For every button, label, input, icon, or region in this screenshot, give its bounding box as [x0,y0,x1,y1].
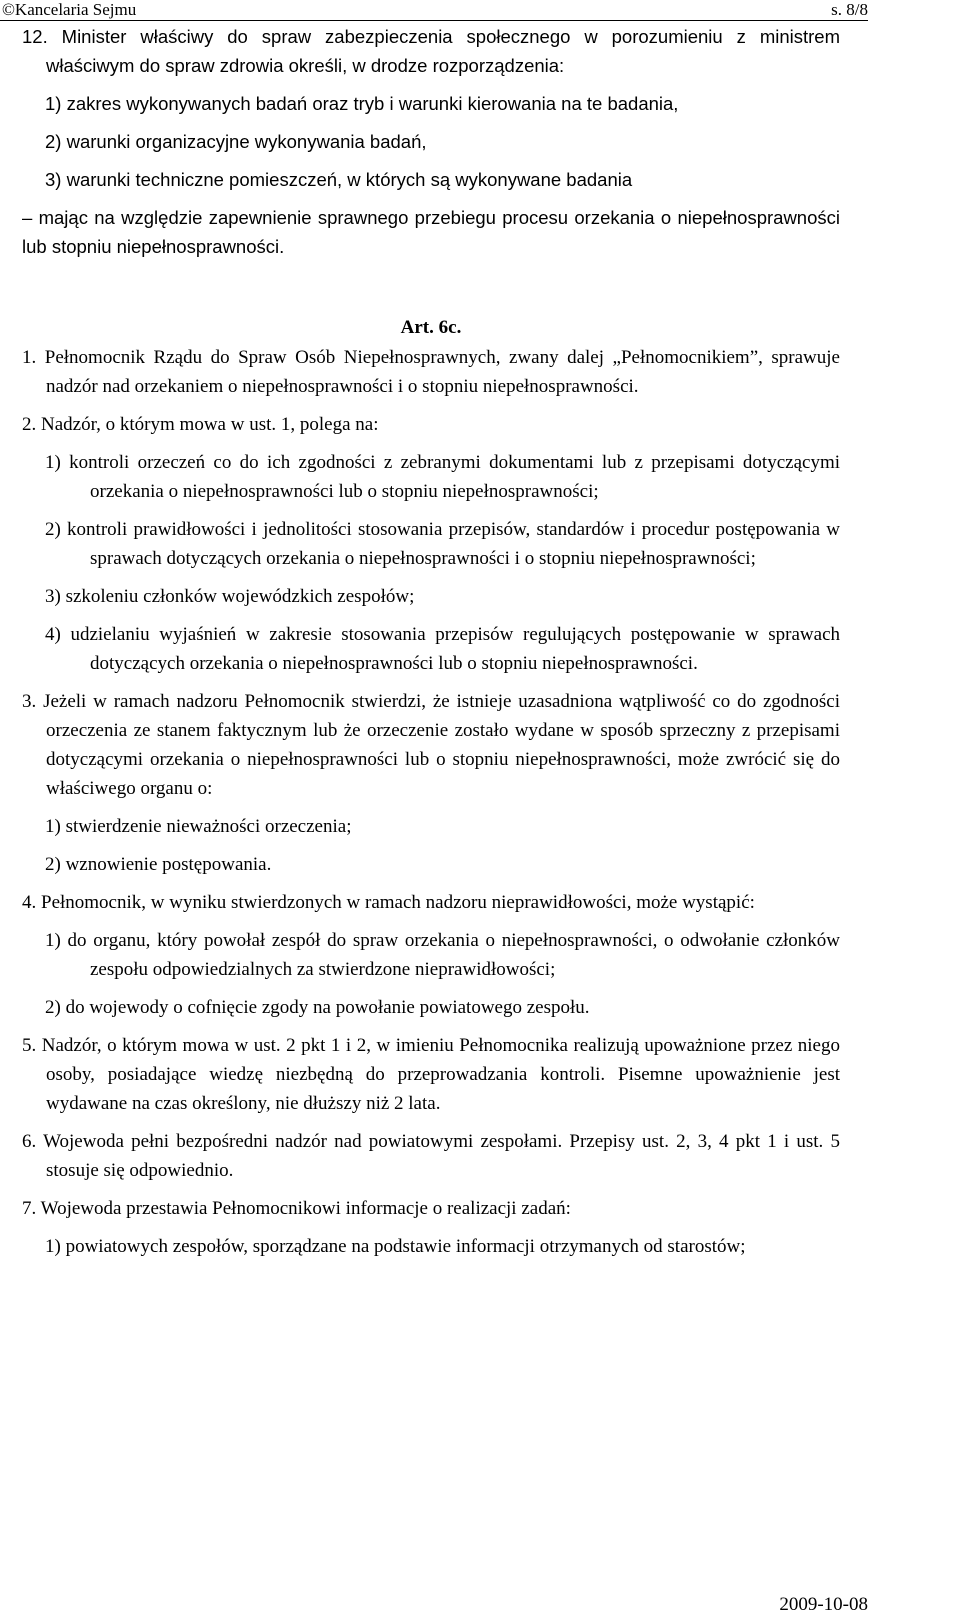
ust2-item-4: 4) udzielaniu wyjaśnień w zakresie stosowania przepisów regulujących postępowanie w sprawach dotyczących orzekania o niepełnosprawności lub o stopniu niepełnosprawności. [45,624,840,674]
ust3-item-1: 1) stwierdzenie nieważności orzeczenia; [45,816,352,837]
art-ust-3: 3. Jeżeli w ramach nadzoru Pełnomocnik stwierdzi, że istnieje uzasadniona wątpliwość co do zgodności orzeczenia ze stanem faktycznym lub że orzeczenie zostało wydane w sposób sprzeczny z przepisami dotyczącymi orzekania o niepełnosprawności lub o stopniu niepełnosprawności, może zwrócić się do właściwego organu o: [22,691,840,799]
article-title: Art. 6c. [400,317,462,338]
ust7-item-1: 1) powiatowych zespołów, sporządzane na podstawie informacji otrzymanych od starostów; [45,1236,746,1257]
ust2-item-2: 2) kontroli prawidłowości i jednolitości stosowania przepisów, standardów i procedur postępowania w sprawach dotyczących orzekania o niepełnosprawności i o stopniu niepełnosprawności; [45,519,840,569]
p12-item-1: 1) zakres wykonywanych badań oraz tryb i warunki kierowania na te badania, [45,93,679,114]
header-page-number: s. 8/8 [831,0,868,19]
p12-closing-dash: – mając na względzie zapewnienie sprawnego przebiegu procesu orzekania o niepełnosprawności lub stopniu niepełnosprawności. [22,207,840,257]
ust2-item-1: 1) kontroli orzeczeń co do ich zgodności z zebranymi dokumentami lub z przepisami dotyczącymi orzekania o niepełnosprawności lub o stopniu niepełnosprawności; [45,452,840,502]
document-body [22,22,840,1261]
art-ust-1: 1. Pełnomocnik Rządu do Spraw Osób Niepełnosprawnych, zwany dalej „Pełnomocnikiem”, sprawuje nadzór nad orzekaniem o niepełnosprawności i o stopniu niepełnosprawności. [22,347,840,397]
art-ust-4: 4. Pełnomocnik, w wyniku stwierdzonych w ramach nadzoru nieprawidłowości, może wystąpić: [22,892,755,913]
ust4-item-2: 2) do wojewody o cofnięcie zgody na powołanie powiatowego zespołu. [45,997,590,1018]
ust4-item-1: 1) do organu, który powołał zespół do spraw orzekania o niepełnosprawności, o odwołanie członków zespołu odpowiedzialnych za stwierdzone nieprawidłowości; [45,930,840,980]
art-ust-7: 7. Wojewoda przestawia Pełnomocnikowi informacje o realizacji zadań: [22,1198,571,1219]
p12-item-2: 2) warunki organizacyjne wykonywania badań, [45,131,427,152]
ust3-item-2: 2) wznowienie postępowania. [45,854,272,875]
art-ust-5: 5. Nadzór, o którym mowa w ust. 2 pkt 1 i 2, w imieniu Pełnomocnika realizują upoważnione przez niego osoby, posiadające wiedzę niezbędną do przeprowadzania kontroli. Pisemne upoważnienie jest wydawane na czas określony, nie dłuższy niż 2 lata. [22,1035,840,1114]
section-12 [22,22,840,261]
footer-date: 2009-10-08 [779,1594,868,1615]
header-rule [0,20,868,21]
art-ust-2: 2. Nadzór, o którym mowa w ust. 1, polega na: [22,414,379,435]
p12-item-3: 3) warunki techniczne pomieszczeń, w których są wykonywane badania [45,169,633,190]
art-ust-6: 6. Wojewoda pełni bezpośredni nadzór nad powiatowymi zespołami. Przepisy ust. 2, 3, 4 pkt 1 i ust. 5 stosuje się odpowiednio. [22,1131,840,1181]
header-source: ©Kancelaria Sejmu [2,0,137,19]
paragraph-12-intro: 12. Minister właściwy do spraw zabezpieczenia społecznego w porozumieniu z ministrem właściwym do spraw zdrowia określi, w drodze rozporządzenia: [22,26,840,76]
page-header [0,0,960,22]
ust2-item-3: 3) szkoleniu członków wojewódzkich zespołów; [45,586,415,607]
